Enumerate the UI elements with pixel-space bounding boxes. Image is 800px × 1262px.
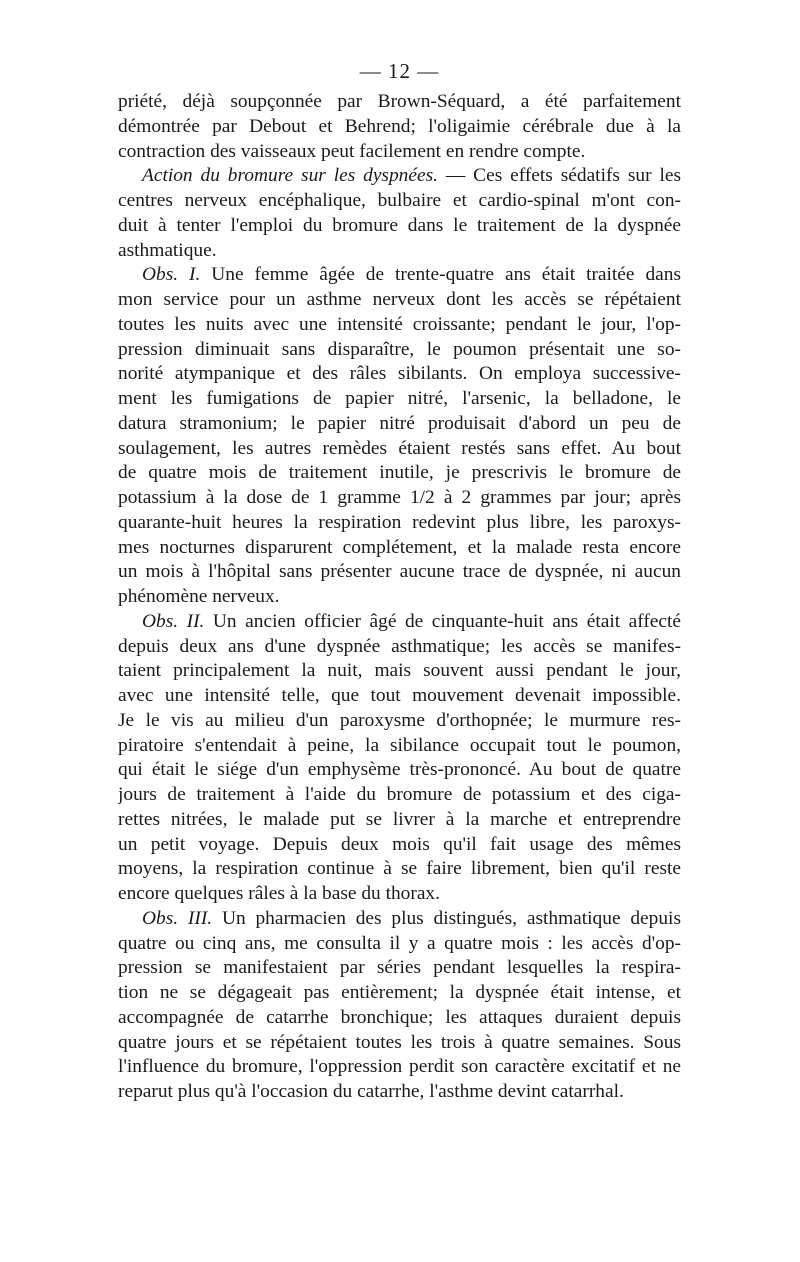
- text-line: [118, 808, 681, 833]
- text-line: [118, 1055, 681, 1080]
- text-line: [118, 90, 681, 115]
- paragraph: [118, 610, 681, 907]
- line-text: quatre jours et se répétaient toutes les trois à quatre semaines. Sous: [118, 1031, 681, 1053]
- line-text: piratoire s'entendait à peine, la sibilance occupait tout le poumon,: [118, 734, 681, 756]
- line-text: un mois à l'hôpital sans présenter aucune trace de dyspnée, ni aucun: [118, 561, 681, 583]
- line-text: Un pharmacien des plus distingués, asthmatique depuis: [212, 907, 681, 929]
- paragraph-heading: Obs. I.: [142, 264, 201, 286]
- line-text: qui était le siége d'un emphysème très-prononcé. Au bout de quatre: [118, 759, 681, 781]
- line-text: asthmatique.: [118, 239, 217, 261]
- line-text: de quatre mois de traitement inutile, je prescrivis le bromure de: [118, 462, 681, 484]
- text-line: [118, 338, 681, 363]
- line-text: reparut plus qu'à l'occasion du catarrhe, l'asthme devint catarrhal.: [118, 1081, 624, 1102]
- text-line: [118, 610, 681, 635]
- text-line: [118, 981, 681, 1006]
- text-line: [118, 635, 681, 660]
- page-number: — 12 —: [359, 59, 440, 83]
- text-line: [118, 783, 681, 808]
- paragraph: [118, 263, 681, 610]
- line-text: mes nocturnes disparurent complétement, et la malade resta encore: [118, 536, 681, 558]
- line-text: Une femme âgée de trente-quatre ans était traitée dans: [200, 264, 681, 286]
- text-line: [118, 214, 681, 239]
- line-text: Un ancien officier âgé de cinquante-huit ans était affecté: [204, 610, 681, 632]
- line-text: démontrée par Debout et Behrend; l'oligaimie cérébrale due à la: [118, 115, 681, 137]
- line-text: duit à tenter l'emploi du bromure dans le traitement de la dyspnée: [118, 214, 681, 236]
- line-text: l'influence du bromure, l'oppression perdit son caractère excitatif et ne: [118, 1056, 681, 1078]
- text-line: [118, 461, 681, 486]
- text-line: [118, 387, 681, 412]
- text-line: [118, 536, 681, 561]
- text-line: [118, 585, 681, 610]
- paragraph-heading: Obs. III.: [142, 907, 213, 929]
- line-text: contraction des vaisseaux peut facilement en rendre compte.: [118, 140, 586, 162]
- line-text: tion ne se dégageait pas entièrement; la dyspnée était intense, et: [118, 982, 681, 1003]
- paragraph-heading: Action du bromure sur les dyspnées.: [142, 165, 438, 187]
- line-text: soulagement, les autres remèdes étaient restés sans effet. Au bout: [118, 437, 681, 459]
- line-text: un petit voyage. Depuis deux mois qu'il fait usage des mêmes: [118, 833, 681, 855]
- text-line: [118, 1080, 681, 1105]
- line-text: quarante-huit heures la respiration redevint plus libre, les paroxys-: [118, 511, 681, 533]
- line-text: mon service pour un asthme nerveux dont les accès se répétaient: [118, 289, 681, 310]
- text-line: [118, 833, 681, 858]
- line-text: taient principalement la nuit, mais souvent aussi pendant le jour,: [118, 660, 681, 682]
- text-line: [118, 511, 681, 536]
- line-text: ment les fumigations de papier nitré, l'arsenic, la belladone, le: [118, 388, 681, 409]
- text-line: [118, 709, 681, 734]
- text-line: [118, 239, 681, 264]
- line-text: norité atympanique et des râles sibilants. On employa successive-: [118, 363, 681, 385]
- text-line: [118, 684, 681, 709]
- line-text: priété, déjà soupçonnée par Brown-Séquard, a été parfaitement: [118, 91, 681, 112]
- line-text: quatre ou cinq ans, me consulta il y a quatre mois : les accès d'op-: [118, 932, 681, 954]
- text-line: [118, 857, 681, 882]
- line-text: depuis deux ans d'une dyspnée asthmatique; les accès se manifes-: [118, 635, 681, 657]
- text-line: [118, 1031, 681, 1056]
- text-line: [118, 115, 681, 140]
- line-text: jours de traitement à l'aide du bromure de potassium et des ciga-: [118, 784, 681, 805]
- text-line: [118, 758, 681, 783]
- book-page: [118, 56, 681, 1105]
- text-line: [118, 437, 681, 462]
- text-line: [118, 882, 681, 907]
- line-text: accompagnée de catarrhe bronchique; les attaques duraient depuis: [118, 1006, 681, 1028]
- line-text: Je le vis au milieu d'un paroxysme d'orthopnée; le murmure res-: [118, 709, 681, 731]
- text-line: [118, 486, 681, 511]
- text-line: [118, 412, 681, 437]
- paragraph-heading: Obs. II.: [142, 610, 205, 632]
- text-line: [118, 263, 681, 288]
- line-text: potassium à la dose de 1 gramme 1/2 à 2 grammes par jour; après: [118, 487, 681, 508]
- text-line: [118, 560, 681, 585]
- text-line: [118, 932, 681, 957]
- paragraph: [118, 90, 681, 164]
- text-line: [118, 1006, 681, 1031]
- line-text: avec une intensité telle, que tout mouvement devenait impossible.: [118, 685, 681, 706]
- paragraph: [118, 907, 681, 1105]
- line-text: moyens, la respiration continue à se faire librement, bien qu'il reste: [118, 858, 681, 880]
- text-line: [118, 189, 681, 214]
- body-text: [118, 90, 681, 1105]
- text-line: [118, 907, 681, 932]
- line-text: rettes nitrées, le malade put se livrer à la marche et entreprendre: [118, 808, 681, 830]
- text-line: [118, 362, 681, 387]
- text-line: [118, 956, 681, 981]
- line-text: phénomène nerveux.: [118, 586, 280, 607]
- line-text: encore quelques râles à la base du thorax.: [118, 883, 440, 904]
- text-line: [118, 140, 681, 165]
- line-text: centres nerveux encéphalique, bulbaire et cardio-spinal m'ont con-: [118, 190, 681, 211]
- text-line: [118, 734, 681, 759]
- line-text: datura stramonium; le papier nitré produisait d'abord un peu de: [118, 412, 681, 434]
- line-text: toutes les nuits avec une intensité croissante; pendant le jour, l'op-: [118, 313, 681, 335]
- line-text: pression se manifestaient par séries pendant lesquelles la respira-: [118, 957, 681, 979]
- text-line: [118, 288, 681, 313]
- text-line: [118, 164, 681, 189]
- paragraph: [118, 164, 681, 263]
- line-text: pression diminuait sans disparaître, le poumon présentait une so-: [118, 338, 681, 360]
- text-line: [118, 313, 681, 338]
- text-line: [118, 659, 681, 684]
- line-text: — Ces effets sédatifs sur les: [437, 165, 681, 187]
